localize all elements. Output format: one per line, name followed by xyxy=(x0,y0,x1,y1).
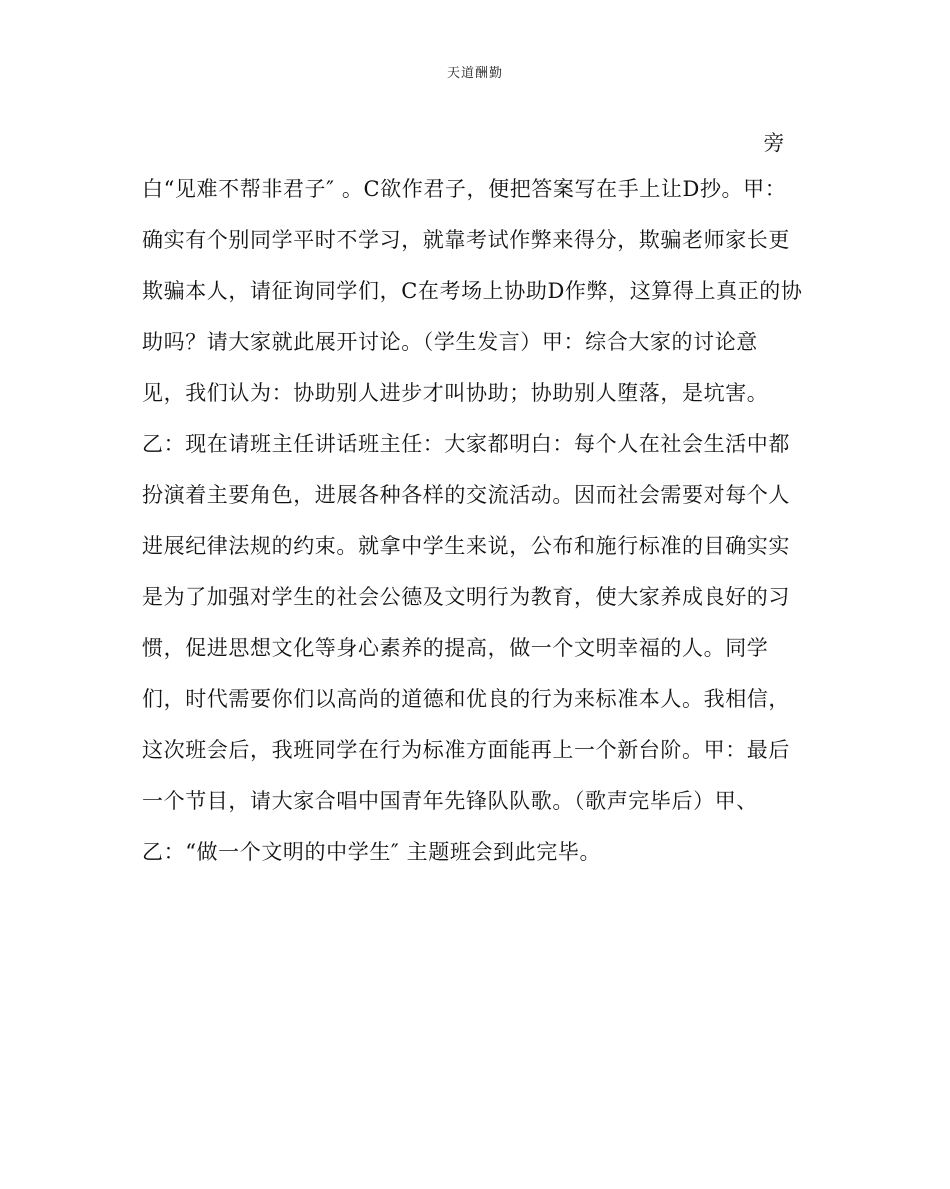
text-line: 惯，促进思想文化等身心素养的提高，做一个文明幸福的人。同学 xyxy=(142,636,769,660)
text-line: 助吗？请大家就此展开讨论。（学生发言）甲：综合大家的讨论意 xyxy=(142,330,758,354)
text-line: 欺骗本人，请征询同学们，C在考场上协助D作弊，这算得上真正的协 xyxy=(142,279,803,303)
text-line: 是为了加强对学生的社会公德及文明行为教育，使大家养成良好的习 xyxy=(142,585,790,609)
text-line: 见，我们认为：协助别人进步才叫协助；协助别人堕落，是坑害。 xyxy=(142,381,769,405)
text-line: 乙：现在请班主任讲话班主任：大家都明白：每个人在社会生活中都 xyxy=(142,432,790,456)
text-line: 扮演着主要角色，进展各种各样的交流活动。因而社会需要对每个人 xyxy=(142,483,790,507)
text-line: 旁 xyxy=(763,131,785,155)
page-header-title: 天道酬勤 xyxy=(446,66,503,81)
text-line: 白“见难不帮非君子″ 。C欲作君子，便把答案写在手上让D抄。甲： xyxy=(142,177,787,201)
text-line: 乙：“做一个文明的中学生″ 主题班会到此完毕。 xyxy=(142,840,602,864)
text-line: 一个节目，请大家合唱中国青年先锋队队歌。（歌声完毕后）甲、 xyxy=(142,789,758,813)
text-line: 们，时代需要你们以高尚的道德和优良的行为来标准本人。我相信， xyxy=(142,687,790,711)
text-line: 这次班会后，我班同学在行为标准方面能再上一个新台阶。甲：最后 xyxy=(142,738,790,762)
text-line: 确实有个别同学平时不学习，就靠考试作弊来得分，欺骗老师家长更 xyxy=(142,228,790,252)
text-line: 进展纪律法规的约束。就拿中学生来说，公布和施行标准的目确实实 xyxy=(142,534,790,558)
